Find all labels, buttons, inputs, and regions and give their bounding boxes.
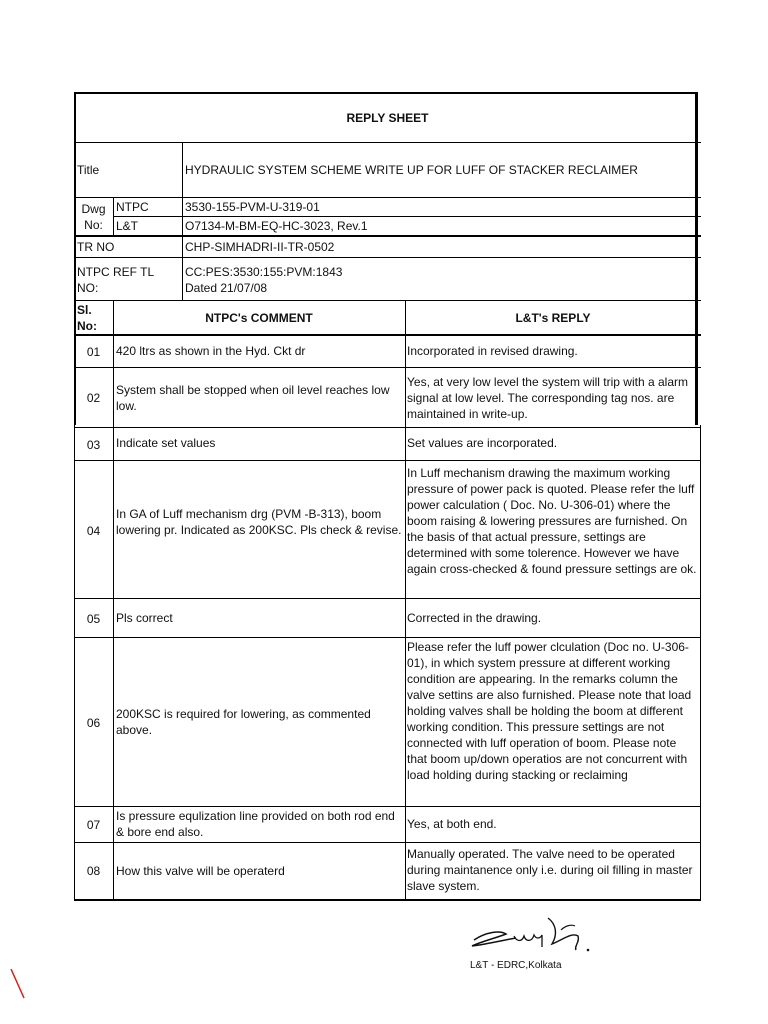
divider (113, 300, 114, 900)
divider (74, 842, 701, 843)
col-header-sl-line1: Sl. (77, 303, 92, 317)
row-comment: Indicate set values (116, 436, 216, 450)
row-sl: 06 (86, 716, 101, 730)
row-sl: 08 (86, 864, 101, 878)
col-header-comment: NTPC's COMMENT (205, 311, 313, 325)
divider (74, 235, 701, 237)
divider (74, 367, 701, 368)
row-sl: 03 (86, 438, 101, 452)
ref-label-line2: NO: (77, 281, 99, 295)
dwg-label-line2: No: (84, 218, 103, 232)
dwg-ntpc-label: NTPC (116, 200, 149, 214)
row-reply: Yes, at both end. (407, 817, 497, 831)
row-comment: In GA of Luff mechanism drg (PVM -B-313), boom lowering pr. Indicated as 200KSC. Pls check & revise. (116, 507, 402, 537)
ref-value-line1: CC:PES:3530:155:PVM:1843 (185, 265, 343, 279)
divider (113, 197, 114, 235)
row-reply: Incorporated in revised drawing. (407, 344, 578, 358)
divider (74, 197, 701, 198)
row-reply: Manually operated. The valve need to be operated during maintanence only i.e. during oil filling in master slave system. (407, 847, 693, 893)
row-reply: Please refer the luff power clculation (Doc no. U-306-01), in which system pressure at different working condition are appearing. In the remarks column the valve settins are also furnished. Please note that load holding valves shall be holding the boom at different working condition. This pressure settings are not connected with luff operation of boom. Please note that boom up/down operatios are not concurrent with load holding during stacking or reclaiming (407, 640, 692, 782)
row-comment: Is pressure equlization line provided on both rod end & bore end also. (116, 809, 395, 839)
divider (74, 427, 701, 428)
divider (182, 142, 183, 300)
divider (74, 806, 701, 807)
row-reply: Yes, at very low level the system will trip with a alarm signal at low level. The corresponding tag nos. are maintained in write-up. (407, 375, 688, 421)
dwg-label (74, 201, 113, 233)
row-reply: In Luff mechanism drawing the maximum working pressure of power pack is quoted. Please refer the luff power calculation ( Doc. No. U-306-01) where the boom raising & lowering pressures are furnished. On the basis of that actual pressure, settings are determined with some tolerence. However we have again cross-checked & found pressure settings are ok. (407, 466, 697, 576)
row-comment: System shall be stopped when oil level reaches low low. (116, 383, 390, 413)
title-value: HYDRAULIC SYSTEM SCHEME WRITE UP FOR LUFF OF STACKER RECLAIMER (185, 163, 638, 177)
divider (74, 598, 701, 599)
col-header-reply: L&T's REPLY (515, 311, 591, 325)
ref-label (77, 264, 154, 296)
divider (74, 637, 701, 638)
row-comment: Pls correct (116, 611, 173, 625)
dwg-ntpc-value: 3530-155-PVM-U-319-01 (185, 200, 320, 214)
divider (74, 460, 701, 461)
title-label: Title (77, 163, 100, 177)
divider (74, 899, 701, 901)
col-header-sl-line2: No: (77, 319, 97, 333)
ref-value (185, 264, 342, 296)
divider (74, 257, 701, 258)
row-sl: 07 (86, 818, 101, 832)
page-title: REPLY SHEET (346, 111, 429, 125)
row-sl: 04 (86, 524, 101, 538)
divider (74, 300, 701, 301)
row-comment: 200KSC is required for lowering, as commented above. (116, 707, 371, 737)
dwg-lt-label: L&T (116, 219, 139, 233)
signature-icon (466, 910, 596, 965)
divider (700, 425, 701, 900)
row-sl: 05 (86, 612, 101, 626)
red-pen-stroke-icon (8, 966, 28, 1007)
col-header-sl (77, 302, 97, 334)
row-sl: 01 (86, 345, 101, 359)
dwg-lt-value: O7134-M-BM-EQ-HC-3023, Rev.1 (185, 219, 368, 233)
divider (113, 216, 701, 217)
row-comment: How this valve will be operaterd (116, 864, 285, 878)
signature-caption: L&T - EDRC,Kolkata (470, 960, 562, 971)
dwg-label-line1: Dwg (81, 202, 106, 216)
divider (74, 142, 701, 143)
divider (74, 334, 701, 336)
ref-value-line2: Dated 21/07/08 (185, 281, 268, 295)
row-sl: 02 (86, 391, 101, 405)
tr-no-label: TR NO (77, 240, 115, 254)
tr-no-value: CHP-SIMHADRI-II-TR-0502 (185, 240, 335, 254)
ref-label-line1: NTPC REF TL (77, 265, 155, 279)
row-comment: 420 ltrs as shown in the Hyd. Ckt dr (116, 344, 306, 358)
row-reply: Set values are incorporated. (407, 436, 558, 450)
divider (405, 300, 406, 900)
row-reply: Corrected in the drawing. (407, 611, 542, 625)
